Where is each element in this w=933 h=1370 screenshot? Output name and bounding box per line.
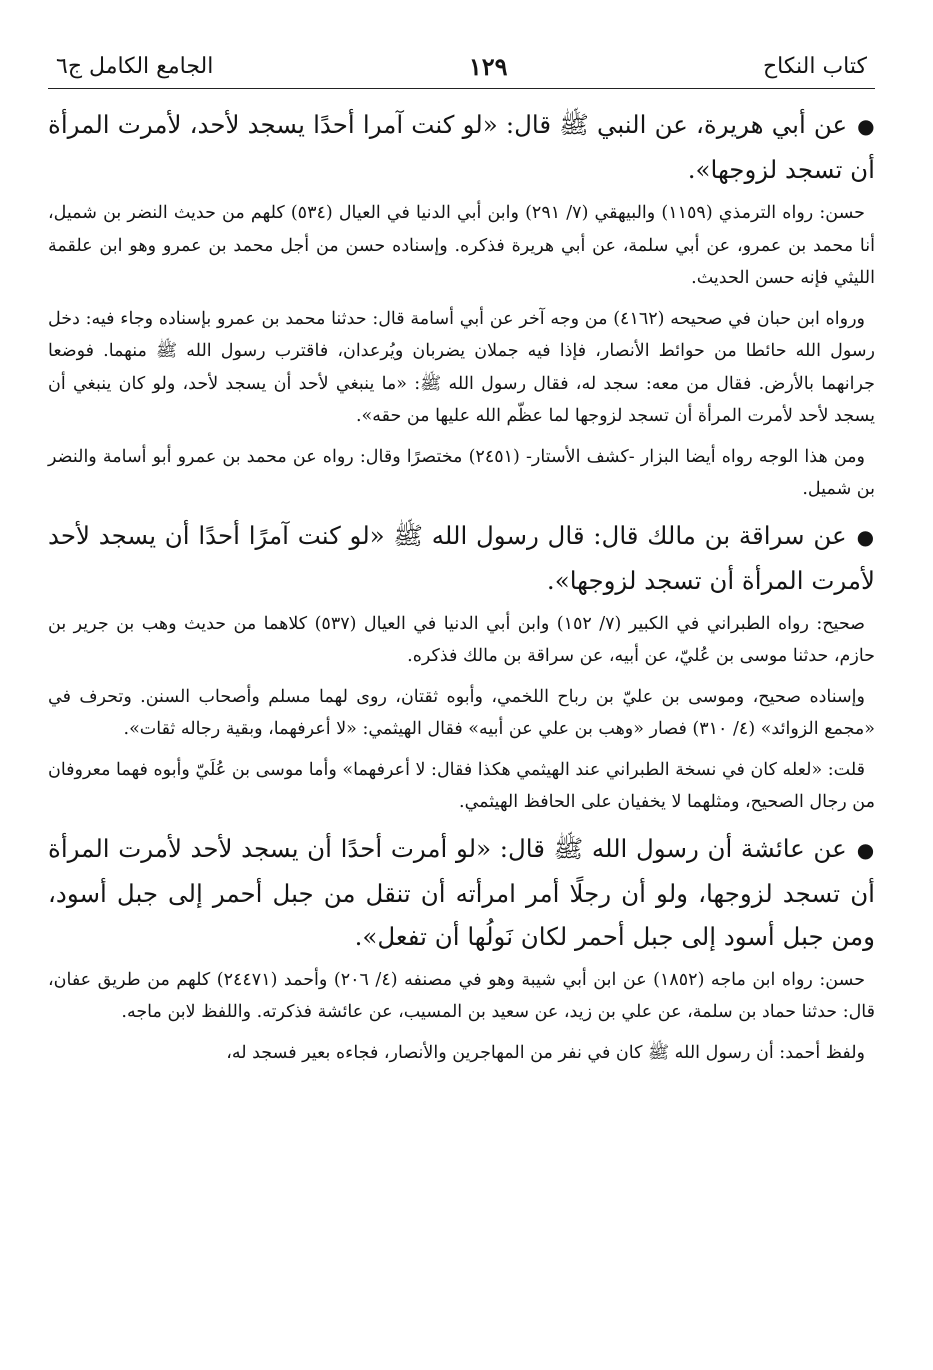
hadith-abu-hurayrah [48,103,875,191]
running-header [48,52,875,89]
chapter-title: كتاب النكاح [762,54,867,79]
commentary-paragraph: حسن: رواه ابن ماجه (١٨٥٢) عن ابن أبي شيبة وهو في مصنفه (٤/ ٢٠٦) وأحمد (٢٤٤٧١) كلهم من طريق عفان، قال: حدثنا حماد بن سلمة، عن علي بن زيد، عن سعيد بن المسيب، عن عائشة فذكرته. واللفظ لابن ماجه. [48,969,875,1022]
hadith-text: عن أبي هريرة، عن النبي ﷺ قال: «لو كنت آمرا أحدًا يسجد لأحد، لأمرت المرأة أن تسجد لزوجها». [48,110,875,184]
hadith-bullet: ● [856,524,875,549]
hadith-text: عن سراقة بن مالك قال: قال رسول الله ﷺ «لو كنت آمرًا أحدًا أن يسجد لأحد لأمرت المرأة أن تسجد لزوجها». [48,520,875,595]
book-volume-title: الجامع الكامل ج٦ [56,54,214,79]
commentary-paragraph: ومن هذا الوجه رواه أيضا البزار -كشف الأستار- (٢٤٥١) مختصرًا وقال: رواه عن محمد بن عمرو أبو أسامة والنضر بن شميل. [48,446,875,499]
commentary-paragraph: صحيح: رواه الطبراني في الكبير (٧/ ١٥٢) وابن أبي الدنيا في العيال (٥٣٧) كلاهما من حديث وهب بن جرير بن حازم، حدثنا موسى بن عُليّ، عن أبيه، عن سراقة بن مالك فذكره. [48,613,875,666]
commentary-paragraph: ورواه ابن حبان في صحيحه (٤١٦٢) من وجه آخر عن أبي أسامة قال: حدثنا محمد بن عمرو بإسناده وجاء فيه: دخل رسول الله حائطا من حوائط الأنصار، فإذا فيه جملان يضربان ويُرعدان، فاقترب رسول الله ﷺ منهما. فوضعا جرانهما بالأرض. فقال من معه: سجد له، فقال رسول الله ﷺ: «ما ينبغي لأحد أن يسجد لأحد، ولو كان ينبغي أن يسجد لأحد لأمرت المرأة أن تسجد لزوجها لما عظّم الله عليها من حقه». [48,308,875,426]
commentary-paragraph: ولفظ أحمد: أن رسول الله ﷺ كان في نفر من المهاجرين والأنصار، فجاءه بعير فسجد له، [226,1042,865,1063]
commentary-paragraph: قلت: «لعله كان في نسخة الطبراني عند الهيثمي هكذا فقال: لا أعرفهما» وأما موسى بن عُلَيّ وأبوه فهما معروفان من رجال الصحيح، ومثلهما لا يخفيان على الحافظ الهيثمي. [48,759,875,812]
hadith-suraqah [48,514,875,602]
hadith-aishah [48,827,875,958]
hadith-text: عن عائشة أن رسول الله ﷺ قال: «لو أمرت أحدًا أن يسجد لأحد لأمرت المرأة أن تسجد لزوجها، ولو أن رجلًا أمر امرأته أن تنقل من جبل أحمر إلى جبل أسود، ومن جبل أسود إلى جبل أحمر لكان نَولُها أن تفعل». [48,833,875,951]
hadith-bullet: ● [856,837,875,862]
page-body [48,103,875,1069]
page-number: ١٢٩ [468,52,508,81]
hadith-bullet: ● [857,114,875,138]
commentary-paragraph: حسن: رواه الترمذي (١١٥٩) والبيهقي (٧/ ٢٩١) وابن أبي الدنيا في العيال (٥٣٤) كلهم من حديث النضر بن شميل، أنا محمد بن عمرو، عن أبي سلمة، عن أبي هريرة فذكره. وإسناده حسن من أجل محمد بن عمرو وهو ابن علقمة الليثي فإنه حسن الحديث. [48,203,875,288]
commentary-paragraph: وإسناده صحيح، وموسى بن عليّ بن رباح اللخمي، وأبوه ثقتان، روى لهما مسلم وأصحاب السنن. وتحرف في «مجمع الزوائد» (٤/ ٣١٠) فصار «وهب بن علي عن أبيه» فقال الهيثمي: «لا أعرفهما، وبقية رجاله ثقات». [48,686,875,739]
